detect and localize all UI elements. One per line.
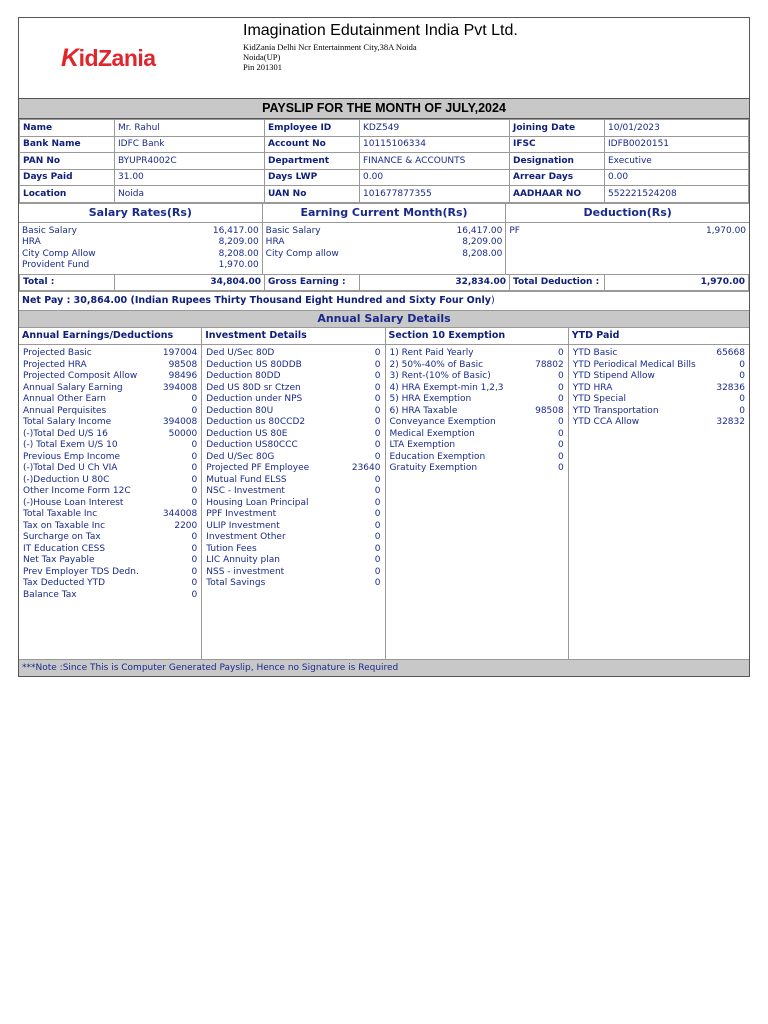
annual-label: (-)Total Ded U Ch VIA: [23, 463, 118, 473]
annual-value: 0: [374, 451, 381, 462]
amount-row: [19, 249, 262, 261]
annual-label: YTD Stipend Allow: [572, 371, 655, 381]
annual-label: Medical Exemption: [389, 428, 475, 439]
annual-row: [202, 486, 384, 498]
annual-row: [202, 532, 384, 544]
annual-row: [19, 475, 201, 487]
annual-label: YTD Periodical Medical Bills: [572, 359, 696, 370]
net-pay-words: Indian Rupees Thirty Thousand Eight Hundred and Sixty Four Only: [134, 295, 491, 306]
info-label: Days Paid: [20, 169, 115, 186]
annual-column: [569, 328, 749, 659]
annual-label: (-)Deduction U 80C: [23, 474, 110, 485]
annual-value: 0: [558, 382, 564, 393]
annual-label: Prev Employer TDS Dedn.: [23, 566, 139, 577]
annual-row: [202, 440, 384, 452]
annual-value: 0: [374, 566, 381, 577]
annual-label: Other Income Form 12C: [23, 486, 131, 496]
info-label: Designation: [510, 153, 605, 170]
info-label: UAN No: [265, 186, 360, 203]
annual-row: [19, 498, 201, 510]
annual-value: 0: [191, 578, 198, 588]
kidzania-logo: KidZania: [61, 44, 156, 72]
annual-row: [19, 371, 201, 383]
annual-value: 0: [739, 394, 745, 404]
amount-label: Basic Salary: [22, 225, 77, 236]
annual-row: [202, 417, 384, 429]
annual-value: 0: [558, 451, 564, 462]
total-label: Total :: [20, 274, 115, 291]
annual-value: 0: [374, 440, 381, 450]
annual-row: [202, 509, 384, 521]
amount-row: [263, 237, 506, 249]
annual-label: IT Education CESS: [23, 543, 106, 554]
annual-value: 0: [191, 566, 198, 577]
annual-row: [569, 371, 749, 383]
annual-value: 0: [374, 405, 381, 416]
annual-label: 2) 50%-40% of Basic: [389, 359, 484, 370]
annual-label: Deduction US 80E: [206, 428, 288, 439]
annual-label: Balance Tax: [23, 589, 77, 600]
gross-earning-value: 32,834.00: [360, 274, 510, 291]
annual-row: [386, 452, 568, 464]
info-row: [20, 120, 749, 137]
annual-label: NSC - Investment: [206, 486, 285, 496]
annual-row: [386, 383, 568, 395]
annual-label: Projected HRA: [23, 359, 87, 370]
annual-value: 0: [191, 474, 198, 485]
annual-label: ULIP Investment: [206, 520, 280, 531]
amount-row: [19, 260, 262, 272]
amount-value: 8,209.00: [462, 237, 503, 248]
amount-label: City Comp allow: [265, 248, 339, 259]
annual-value: 23640: [351, 463, 381, 473]
annual-value: 0: [374, 428, 381, 439]
annual-row: [19, 452, 201, 464]
annual-label: Deduction US 80DDB: [206, 359, 302, 370]
amount-value: 8,208.00: [218, 248, 259, 259]
annual-label: Housing Loan Principal: [206, 497, 309, 508]
company-address-line: Pin 201301: [243, 62, 282, 72]
annual-row: [386, 371, 568, 383]
net-pay-prefix: Net Pay : 30,864.00 (: [22, 295, 135, 306]
annual-row: [19, 394, 201, 406]
annual-value: 0: [374, 520, 381, 531]
annual-row: [569, 360, 749, 372]
annual-value: 0: [191, 440, 198, 450]
info-label: Employee ID: [265, 120, 360, 137]
amount-row: [19, 226, 262, 238]
annual-value: 78802: [535, 359, 564, 370]
info-row: [20, 169, 749, 186]
amount-value: 1,970.00: [218, 260, 259, 271]
annual-value: 0: [374, 474, 381, 485]
annual-value: 0: [374, 555, 381, 565]
info-label: Account No: [265, 136, 360, 153]
info-value: IDFB0020151: [605, 136, 749, 153]
annual-value: 0: [191, 497, 198, 508]
annual-label: 1) Rent Paid Yearly: [389, 348, 474, 358]
annual-value: 0: [558, 348, 564, 358]
annual-label: Ded U/Sec 80G: [206, 451, 275, 462]
amount-row: [263, 226, 506, 238]
annual-value: 98496: [168, 371, 198, 381]
annual-value: 394008: [162, 417, 198, 427]
annual-label: Education Exemption: [389, 451, 486, 462]
annual-label: YTD HRA: [572, 382, 613, 393]
annual-row: [202, 406, 384, 418]
company-header: [19, 18, 749, 99]
annual-value: 0: [374, 578, 381, 588]
annual-value: 0: [374, 543, 381, 554]
annual-value: 0: [558, 394, 564, 404]
annual-label: Deduction us 80CCD2: [206, 417, 306, 427]
info-value: 101677877355: [360, 186, 510, 203]
annual-row: [202, 498, 384, 510]
annual-row: [202, 555, 384, 567]
amount-label: Provident Fund: [22, 260, 90, 271]
info-row: [20, 136, 749, 153]
annual-label: Annual Other Earn: [23, 394, 107, 404]
annual-value: 50000: [168, 428, 198, 439]
annual-label: LIC Annuity plan: [206, 555, 280, 565]
annual-value: 0: [374, 371, 381, 381]
annual-label: Deduction 80DD: [206, 371, 281, 381]
amount-value: 16,417.00: [212, 225, 259, 236]
annual-column: [19, 328, 202, 659]
info-value: 0.00: [605, 169, 749, 186]
payslip: [18, 17, 750, 677]
annual-row: [19, 429, 201, 441]
annual-row: [386, 463, 568, 475]
amount-value: 1,970.00: [705, 225, 747, 236]
annual-row: [202, 429, 384, 441]
info-value: 31.00: [115, 169, 265, 186]
info-label: Bank Name: [20, 136, 115, 153]
salary-rates-column: [19, 204, 263, 274]
annual-columns: [19, 327, 749, 659]
amount-row: [263, 249, 506, 261]
annual-value: 32836: [716, 382, 745, 393]
info-label: Joining Date: [510, 120, 605, 137]
annual-label: Annual Salary Earning: [23, 382, 123, 393]
annual-row: [386, 417, 568, 429]
annual-value: 0: [374, 394, 381, 404]
annual-label: 6) HRA Taxable: [389, 405, 458, 416]
annual-label: (-)Total Ded U/S 16: [23, 428, 108, 439]
annual-label: 5) HRA Exemption: [389, 394, 472, 404]
info-value: IDFC Bank: [115, 136, 265, 153]
annual-label: Total Salary Income: [23, 417, 112, 427]
annual-label: Net Tax Payable: [23, 555, 95, 565]
annual-row: [19, 348, 201, 360]
amount-row: [19, 237, 262, 249]
info-value: Executive: [605, 153, 749, 170]
annual-row: [202, 544, 384, 556]
annual-row: [19, 440, 201, 452]
annual-row: [19, 544, 201, 556]
annual-row: [386, 429, 568, 441]
annual-value: 0: [374, 382, 381, 393]
company-address-line: KidZania Delhi Ncr Entertainment City,38A Noida: [243, 42, 417, 52]
annual-salary-header: Annual Salary Details: [19, 310, 749, 327]
annual-row: [569, 348, 749, 360]
annual-label: Projected Composit Allow: [23, 371, 138, 381]
annual-label: YTD CCA Allow: [572, 417, 640, 427]
annual-row: [202, 521, 384, 533]
annual-row: [569, 406, 749, 418]
annual-row: [202, 452, 384, 464]
company-address-line: Noida(UP): [243, 52, 281, 62]
info-value: Mr. Rahul: [115, 120, 265, 137]
annual-row: [386, 406, 568, 418]
annual-value: 0: [374, 417, 381, 427]
annual-label: Deduction 80U: [206, 405, 274, 416]
annual-value: 0: [191, 463, 198, 473]
salary-rates-header: Salary Rates(Rs): [19, 204, 262, 223]
annual-value: 0: [558, 440, 564, 450]
total-value: 34,804.00: [115, 274, 265, 291]
annual-label: Conveyance Exemption: [389, 417, 496, 427]
salary-section: [19, 203, 749, 274]
amount-label: HRA: [265, 237, 285, 248]
annual-value: 197004: [162, 348, 198, 358]
earning-current-header: Earning Current Month(Rs): [263, 204, 506, 223]
amount-value: 16,417.00: [456, 225, 503, 236]
annual-row: [202, 360, 384, 372]
annual-row: [19, 406, 201, 418]
annual-value: 0: [374, 509, 381, 519]
info-label: Department: [265, 153, 360, 170]
info-value: FINANCE & ACCOUNTS: [360, 153, 510, 170]
annual-label: (-) Total Exem U/S 10: [23, 440, 118, 450]
annual-label: Projected Basic: [23, 348, 92, 358]
info-value: 552221524208: [605, 186, 749, 203]
annual-label: Tax Deducted YTD: [23, 578, 106, 588]
annual-value: 0: [558, 371, 564, 381]
payslip-title: PAYSLIP FOR THE MONTH OF JULY,2024: [19, 99, 749, 119]
annual-value: 0: [191, 486, 198, 496]
info-label: Arrear Days: [510, 169, 605, 186]
annual-value: 0: [191, 451, 198, 462]
annual-row: [202, 383, 384, 395]
amount-row: [506, 226, 749, 238]
annual-column-header: Section 10 Exemption: [386, 328, 568, 345]
amount-label: HRA: [22, 237, 41, 248]
annual-row: [569, 383, 749, 395]
annual-value: 0: [191, 532, 198, 542]
annual-value: 98508: [535, 405, 564, 416]
amount-value: 8,208.00: [462, 248, 503, 259]
annual-row: [569, 394, 749, 406]
total-deduction-label: Total Deduction :: [510, 274, 605, 291]
annual-label: (-)House Loan Interest: [23, 497, 124, 508]
annual-value: 0: [374, 348, 381, 358]
annual-value: 0: [558, 428, 564, 439]
annual-value: 0: [374, 359, 381, 370]
annual-label: YTD Transportation: [572, 405, 659, 416]
annual-label: Gratuity Exemption: [389, 463, 478, 473]
net-pay: [19, 291, 749, 310]
footer-note: ***Note :Since This is Computer Generated Payslip, Hence no Signature is Required: [19, 659, 749, 676]
annual-row: [19, 567, 201, 579]
annual-column-header: Investment Details: [202, 328, 384, 345]
annual-value: 0: [558, 463, 564, 473]
annual-value: 0: [374, 532, 381, 542]
annual-column-header: YTD Paid: [569, 328, 749, 345]
annual-value: 0: [739, 371, 745, 381]
deduction-column: [506, 204, 749, 274]
annual-row: [386, 394, 568, 406]
annual-row: [19, 578, 201, 590]
annual-label: Tax on Taxable Inc: [23, 520, 106, 531]
annual-row: [19, 463, 201, 475]
info-value: 0.00: [360, 169, 510, 186]
annual-row: [19, 486, 201, 498]
annual-label: Total Taxable Inc: [23, 509, 98, 519]
annual-row: [19, 383, 201, 395]
annual-row: [19, 555, 201, 567]
company-name: Imagination Edutainment India Pvt Ltd.: [243, 22, 518, 39]
annual-label: Ded US 80D sr Ctzen: [206, 382, 301, 393]
annual-column: [202, 328, 385, 659]
annual-row: [386, 440, 568, 452]
info-value: 10/01/2023: [605, 120, 749, 137]
earning-current-column: [263, 204, 507, 274]
annual-label: Mutual Fund ELSS: [206, 474, 287, 485]
annual-label: Annual Perquisites: [23, 405, 107, 416]
annual-value: 98508: [168, 359, 198, 370]
annual-row: [202, 578, 384, 590]
info-label: IFSC: [510, 136, 605, 153]
annual-row: [19, 360, 201, 372]
deduction-header: Deduction(Rs): [506, 204, 749, 223]
amount-label: PF: [509, 225, 520, 236]
amount-label: City Comp Allow: [22, 248, 96, 259]
annual-label: YTD Basic: [572, 348, 618, 358]
annual-value: 65668: [716, 348, 745, 358]
info-row: [20, 153, 749, 170]
annual-label: Investment Other: [206, 532, 286, 542]
employee-info-table: [19, 119, 749, 203]
annual-row: [386, 348, 568, 360]
annual-column-header: Annual Earnings/Deductions: [19, 328, 201, 345]
annual-row: [386, 360, 568, 372]
annual-value: 2200: [174, 520, 198, 531]
annual-row: [19, 590, 201, 602]
annual-label: Previous Emp Income: [23, 451, 121, 462]
annual-value: 0: [191, 394, 198, 404]
annual-value: 0: [191, 405, 198, 416]
annual-value: 0: [739, 359, 745, 370]
annual-label: 4) HRA Exempt-min 1,2,3: [389, 382, 504, 393]
annual-value: 32832: [716, 417, 745, 427]
annual-row: [202, 567, 384, 579]
annual-label: PPF Investment: [206, 509, 277, 519]
annual-value: 0: [191, 555, 198, 565]
annual-label: Total Savings: [206, 578, 266, 588]
annual-label: Tution Fees: [206, 543, 257, 554]
annual-label: YTD Special: [572, 394, 626, 404]
annual-value: 344008: [162, 509, 198, 519]
annual-label: NSS - investment: [206, 566, 285, 577]
annual-value: 0: [374, 497, 381, 508]
annual-value: 0: [558, 417, 564, 427]
amount-label: Basic Salary: [265, 225, 321, 236]
annual-row: [202, 463, 384, 475]
annual-label: Surcharge on Tax: [23, 532, 101, 542]
annual-label: Deduction US80CCC: [206, 440, 298, 450]
annual-value: 0: [191, 543, 198, 554]
info-row: [20, 186, 749, 203]
total-deduction-value: 1,970.00: [605, 274, 749, 291]
annual-row: [569, 417, 749, 429]
info-value: 10115106334: [360, 136, 510, 153]
annual-row: [19, 509, 201, 521]
annual-value: 0: [374, 486, 381, 496]
annual-label: Ded U/Sec 80D: [206, 348, 275, 358]
annual-row: [202, 371, 384, 383]
totals-row: [19, 274, 749, 292]
info-value: Noida: [115, 186, 265, 203]
info-label: Days LWP: [265, 169, 360, 186]
info-value: BYUPR4002C: [115, 153, 265, 170]
annual-row: [202, 348, 384, 360]
info-label: AADHAAR NO: [510, 186, 605, 203]
annual-value: 394008: [162, 382, 198, 393]
annual-label: 3) Rent-(10% of Basic): [389, 371, 491, 381]
info-label: PAN No: [20, 153, 115, 170]
annual-row: [19, 417, 201, 429]
company-info: [243, 22, 518, 72]
annual-row: [19, 532, 201, 544]
info-label: Name: [20, 120, 115, 137]
info-value: KDZ549: [360, 120, 510, 137]
annual-label: LTA Exemption: [389, 440, 456, 450]
annual-label: Deduction under NPS: [206, 394, 303, 404]
annual-row: [202, 475, 384, 487]
annual-value: 0: [191, 589, 198, 600]
gross-earning-label: Gross Earning :: [265, 274, 360, 291]
annual-row: [19, 521, 201, 533]
annual-label: Projected PF Employee: [206, 463, 310, 473]
info-label: Location: [20, 186, 115, 203]
net-pay-suffix: ): [490, 295, 495, 306]
annual-column: [386, 328, 569, 659]
annual-value: 0: [739, 405, 745, 416]
annual-row: [202, 394, 384, 406]
amount-value: 8,209.00: [218, 237, 259, 248]
